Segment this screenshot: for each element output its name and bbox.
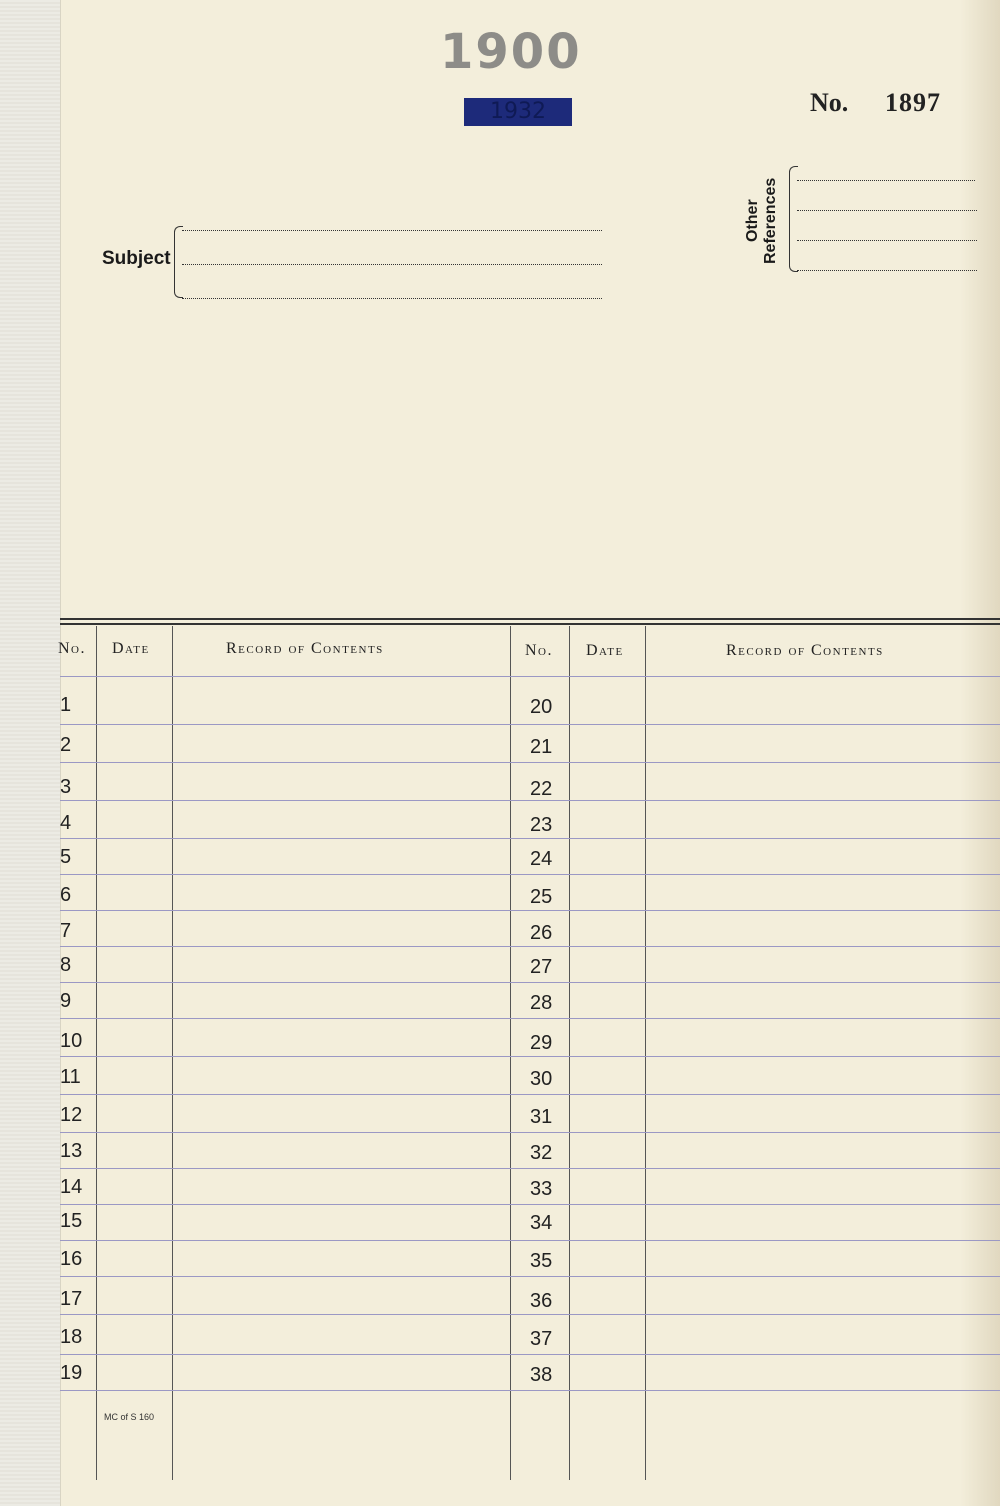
other-references-line-3[interactable] (797, 240, 977, 241)
row-number-left: 15 (60, 1210, 83, 1232)
row-number-left: 14 (60, 1176, 83, 1198)
row-rule (60, 1390, 1000, 1391)
row-rule (60, 1056, 1000, 1057)
column-header-no-right: No. (525, 642, 553, 659)
row-rule (60, 1354, 1000, 1355)
row-rule (60, 838, 1000, 839)
column-header-date-right: Date (586, 642, 624, 659)
row-number-right: 34 (530, 1212, 553, 1234)
row-rule (60, 1018, 1000, 1019)
row-number-right: 31 (530, 1106, 553, 1128)
row-number-right: 37 (530, 1328, 553, 1350)
row-number-right: 20 (530, 696, 553, 718)
other-references-brace (789, 166, 798, 272)
row-rule (60, 1276, 1000, 1277)
row-number-right: 32 (530, 1142, 553, 1164)
row-rule (60, 676, 1000, 677)
subject-label: Subject (102, 248, 171, 269)
row-number-left: 12 (60, 1104, 83, 1126)
row-number-left: 17 (60, 1288, 83, 1310)
row-number-right: 26 (530, 922, 553, 944)
other-references-label-1: Other (744, 199, 761, 242)
other-references-line-1[interactable] (797, 180, 975, 181)
column-divider (569, 626, 570, 1480)
row-number-left: 18 (60, 1326, 83, 1348)
row-number-left: 19 (60, 1362, 83, 1384)
subject-line-1[interactable] (182, 230, 602, 231)
row-number-right: 23 (530, 814, 553, 836)
edge-stain (960, 0, 1000, 1506)
row-number-right: 33 (530, 1178, 553, 1200)
column-header-contents-right: Record of Contents (726, 642, 884, 659)
row-number-left: 10 (60, 1030, 83, 1052)
row-number-left: 11 (60, 1066, 81, 1088)
row-number-left: 6 (60, 884, 72, 906)
other-references-line-4[interactable] (797, 270, 977, 271)
subject-line-2[interactable] (182, 264, 602, 265)
table-top-rule-2 (60, 623, 1000, 625)
row-number-left: 9 (60, 990, 72, 1012)
row-rule (60, 1204, 1000, 1205)
other-references-label (742, 170, 788, 270)
row-number-left: 1 (60, 694, 72, 716)
row-number-right: 35 (530, 1250, 553, 1272)
row-number-right: 29 (530, 1032, 553, 1054)
row-rule (60, 762, 1000, 763)
row-rule (60, 1240, 1000, 1241)
row-rule (60, 1168, 1000, 1169)
row-rule (60, 1132, 1000, 1133)
row-rule (60, 724, 1000, 725)
row-number-left: 7 (60, 920, 72, 942)
file-number-label: No. (810, 88, 849, 117)
row-number-right: 21 (530, 736, 553, 758)
other-references-label-2: References (762, 177, 779, 264)
row-number-right: 38 (530, 1364, 553, 1386)
column-header-date-left: Date (112, 640, 150, 657)
redacted-year: 1932 (464, 98, 572, 126)
row-rule (60, 1094, 1000, 1095)
row-number-right: 28 (530, 992, 553, 1014)
row-rule (60, 910, 1000, 911)
row-number-left: 2 (60, 734, 72, 756)
binding-strip (0, 0, 61, 1506)
column-header-no-left: No. (58, 640, 86, 657)
row-number-right: 25 (530, 886, 553, 908)
column-header-contents-left: Record of Contents (226, 640, 384, 657)
row-number-left: 4 (60, 812, 72, 834)
form-code: MC of S 160 (104, 1412, 155, 1422)
row-number-right: 27 (530, 956, 553, 978)
column-divider (645, 626, 646, 1480)
row-number-left: 3 (60, 776, 72, 798)
row-number-right: 24 (530, 848, 553, 870)
subject-line-3[interactable] (182, 298, 602, 299)
table-top-rule (60, 618, 1000, 620)
subject-brace (174, 226, 183, 298)
row-number-right: 30 (530, 1068, 553, 1090)
column-divider (96, 626, 97, 1480)
row-rule (60, 982, 1000, 983)
row-rule (60, 874, 1000, 875)
column-divider (510, 626, 511, 1480)
other-references-line-2[interactable] (797, 210, 977, 211)
row-rule (60, 946, 1000, 947)
file-number: 1897 (885, 88, 941, 117)
row-number-right: 36 (530, 1290, 553, 1312)
row-rule (60, 1314, 1000, 1315)
row-number-left: 8 (60, 954, 72, 976)
row-number-right: 22 (530, 778, 553, 800)
column-divider (172, 626, 173, 1480)
row-number-left: 16 (60, 1248, 83, 1270)
row-number-left: 5 (60, 846, 72, 868)
row-number-left: 13 (60, 1140, 83, 1162)
stamp-year: 1900 (440, 24, 582, 80)
